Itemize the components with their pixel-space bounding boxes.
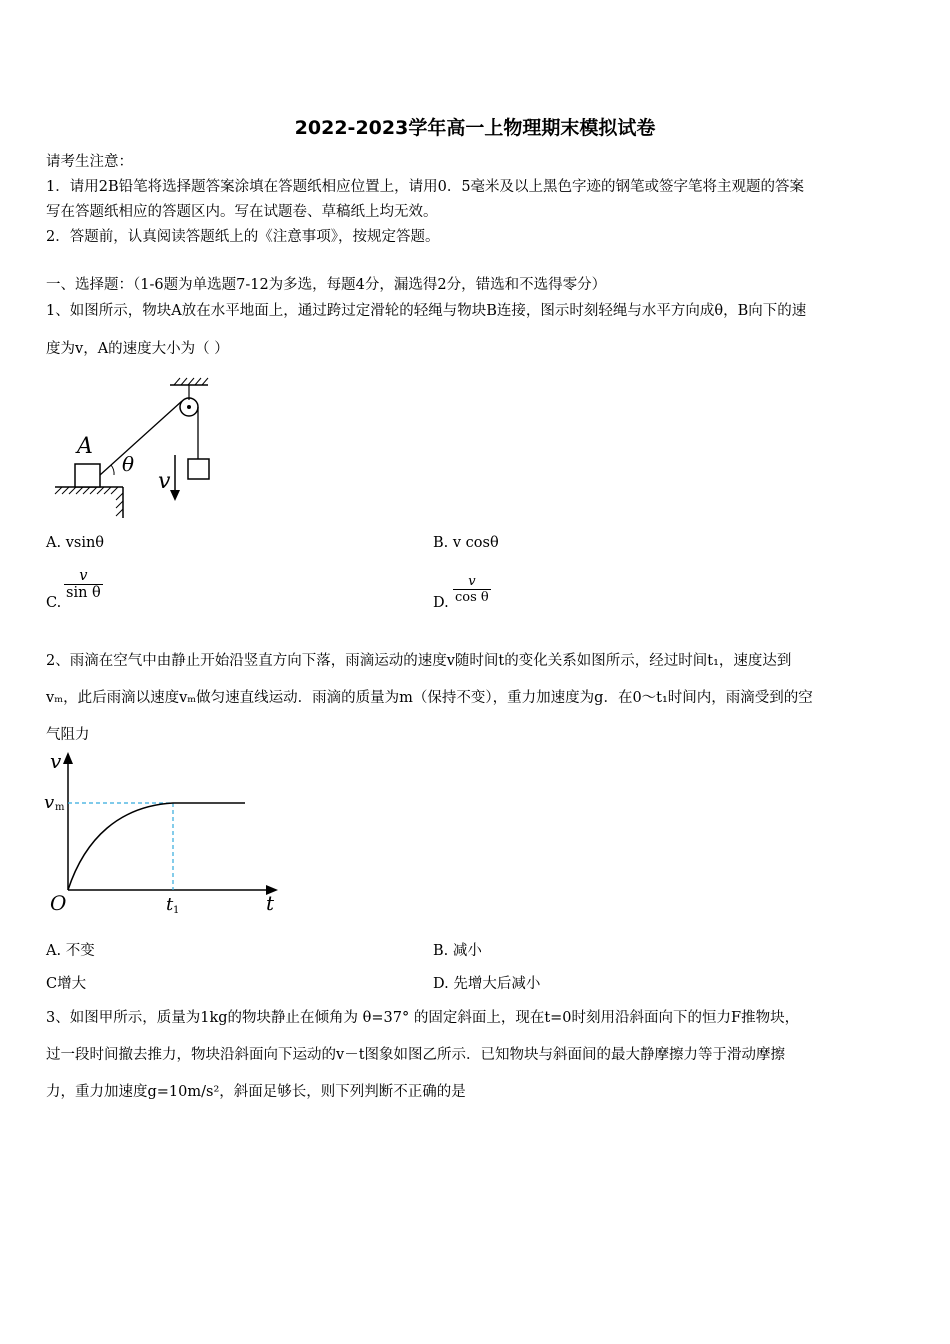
- c-denominator: sin θ: [66, 585, 101, 601]
- q1-option-a[interactable]: A. vsinθ: [46, 535, 105, 551]
- section-heading: 一、选择题：（1-6题为单选题7-12为多选，每题4分，漏选得2分，错选和不选得零分）: [46, 277, 607, 293]
- q2-line-3: 气阻力: [46, 727, 90, 743]
- q1-line-2: 度为v，A的速度大小为（ ）: [46, 341, 229, 357]
- q2-line-2: vₘ，此后雨滴以速度vₘ做匀速直线运动．雨滴的质量为m（保持不变），重力加速度为g．在0～t₁时间内，雨滴受到的空: [46, 690, 813, 706]
- graph-origin: O: [50, 891, 67, 915]
- c-numerator: v: [79, 568, 88, 584]
- page-title: 2022-2023学年高一上物理期末模拟试卷: [294, 117, 656, 139]
- q3-line-3: 力，重力加速度g=10m/s²，斜面足够长，则下列判断不正确的是: [46, 1084, 466, 1100]
- notice-item-1b: 写在答题纸相应的答题区内。写在试题卷、草稿纸上均无效。: [46, 204, 438, 220]
- label-theta: θ: [122, 452, 135, 476]
- graph-vm-label: v: [44, 792, 55, 813]
- label-a: A: [77, 434, 93, 459]
- q2-vt-graph: [40, 748, 285, 923]
- q1-line-1: 1、如图所示，物块A放在水平地面上，通过跨过定滑轮的轻绳与物块B连接，图示时刻轻绳与水平方向成θ，B向下的速: [46, 303, 807, 319]
- q2-option-c[interactable]: C增大: [46, 976, 87, 992]
- graph-x-label: t: [266, 891, 275, 915]
- q1-pulley-figure: [50, 375, 225, 523]
- d-denominator: cos θ: [455, 590, 489, 605]
- q1-option-c-fraction[interactable]: [64, 568, 103, 601]
- velocity-curve: [68, 803, 245, 890]
- graph-t1-label: t: [166, 894, 174, 915]
- block-b: [188, 459, 209, 479]
- graph-t1-sub: 1: [173, 905, 180, 916]
- q2-line-1: 2、雨滴在空气中由静止开始沿竖直方向下落，雨滴运动的速度v随时间t的变化关系如图所示，经过时间t₁，速度达到: [46, 653, 792, 669]
- q1-option-b[interactable]: B. v cosθ: [433, 535, 499, 551]
- label-v: v: [158, 469, 171, 494]
- notice-item-2: 2．答题前，认真阅读答题纸上的《注意事项》，按规定答题。: [46, 229, 440, 245]
- q2-option-d[interactable]: D. 先增大后减小: [433, 976, 541, 992]
- q3-line-2: 过一段时间撤去推力，物块沿斜面向下运动的v－t图象如图乙所示．已知物块与斜面间的最大静摩擦力等于滑动摩擦: [46, 1047, 786, 1063]
- q1-option-d-prefix[interactable]: D.: [433, 595, 449, 611]
- q2-option-b[interactable]: B. 减小: [433, 943, 482, 959]
- q1-option-c-prefix[interactable]: C.: [46, 595, 62, 611]
- block-a: [75, 464, 100, 487]
- graph-y-label: v: [50, 749, 62, 773]
- q3-line-1: 3、如图甲所示，质量为1kg的物块静止在倾角为 θ=37° 的固定斜面上，现在t=0时刻用沿斜面向下的恒力F推物块，: [46, 1010, 800, 1026]
- q2-option-a[interactable]: A. 不变: [46, 943, 95, 959]
- d-numerator: v: [468, 574, 476, 589]
- notice-heading: 请考生注意：: [46, 154, 133, 170]
- graph-vm-sub: m: [55, 802, 65, 813]
- q1-option-d-fraction[interactable]: [453, 574, 491, 605]
- notice-item-1a: 1．请用2B铅笔将选择题答案涂填在答题纸相应位置上，请用0．5毫米及以上黑色字迹的钢笔或签字笔将主观题的答案: [46, 179, 805, 195]
